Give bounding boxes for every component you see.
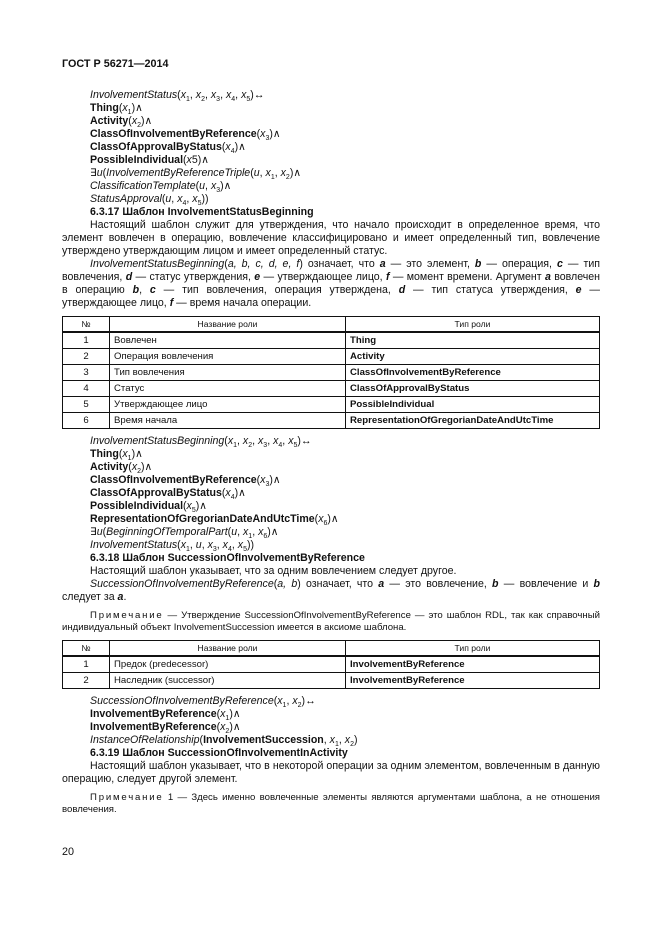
table-cell: InvolvementByReference (346, 673, 600, 689)
table-header-row (63, 641, 600, 657)
table-row (63, 349, 600, 365)
section-title: 6.3.18 Шаблон SuccessionOfInvolvementByReference (90, 552, 365, 564)
formula-line: $Thing(x_1)\wedge$ (90, 102, 143, 117)
formula-line: $InvolvementByReference(x_2)\wedge$ (90, 721, 241, 736)
formula-line: $InvolvementStatus(x_1$, $x_2$, $x_3$, $x_4$, $x_5)\leftrightarrow$ (90, 89, 265, 104)
table-header: № (63, 641, 110, 657)
table-cell: Время начала (110, 413, 346, 429)
formula-line: $Thing(x_1)\wedge$ (90, 448, 143, 463)
document-page (62, 58, 600, 816)
table-cell: 2 (63, 673, 110, 689)
table-cell: 6 (63, 413, 110, 429)
table-cell: Операция вовлечения (110, 349, 346, 365)
section-title: 6.3.19 Шаблон SuccessionOfInvolvementInActivity (90, 747, 348, 759)
table-header-row (63, 317, 600, 333)
formula-line: PossibleIndividual(x5)∧ (90, 154, 210, 166)
table-cell: 2 (63, 349, 110, 365)
formula-line: $Activity(x_2)\wedge$ (90, 115, 153, 130)
paragraph: Настоящий шаблон указывает, что за одним вовлечением следует другое. (90, 565, 457, 577)
formula-line: $RepresentationOfGregorianDateAndUtcTime(x_6)\wedge$ (90, 513, 339, 528)
table-cell: InvolvementByReference (346, 656, 600, 673)
table-cell: Thing (346, 332, 600, 349)
table-cell: Вовлечен (110, 332, 346, 349)
formula-line: $InvolvementByReference(x_1)\wedge$ (90, 708, 241, 723)
table-header: Тип роли (346, 317, 600, 333)
table-cell: 5 (63, 397, 110, 413)
paragraph: Настоящий шаблон указывает, что в некоторой операции за одним элементом, вовлеченным в данную операцию, следует другой элемент. (62, 760, 600, 785)
formula-line: $Activity(x_2)\wedge$ (90, 461, 153, 476)
table-cell: 1 (63, 332, 110, 349)
note: Примечание 1 — Здесь именно вовлеченные элементы являются аргументами шаблона, а не отношения вовлечения. (62, 792, 600, 815)
roles-table (62, 640, 600, 689)
formula-line: $PossibleIndividual(x_5)\wedge$ (90, 500, 208, 515)
paragraph: SuccessionOfInvolvementByReference(a, b) означает, что a — это вовлечение, b — вовлечение и b следует за a. (62, 578, 601, 603)
formula-line: ∃u(InvolvementByReferenceTriple(u, $x_1$, $x_2)\wedge$ (90, 167, 302, 182)
table-row (63, 332, 600, 349)
table-row (63, 365, 600, 381)
roles-table (62, 316, 600, 429)
table-cell: Тип вовлечения (110, 365, 346, 381)
formula-line: $ClassOfInvolvementByReference(x_3)\wedge$ (90, 474, 281, 489)
table-cell: 4 (63, 381, 110, 397)
table-row (63, 413, 600, 429)
table-cell: 3 (63, 365, 110, 381)
document-header: ГОСТ Р 56271—2014 (62, 58, 169, 70)
formula-line: StatusApproval(u, $x_4$, $x_5$)) (90, 193, 209, 208)
formula-line: ClassificationTemplate(u, $x_3)\wedge$ (90, 180, 232, 195)
table-header: Тип роли (346, 641, 600, 657)
table-row (63, 673, 600, 689)
table-cell: ClassOfApprovalByStatus (346, 381, 600, 397)
table-header: Название роли (110, 641, 346, 657)
paragraph: Настоящий шаблон служит для утверждения, что начало происходит в определенное время, что элемент вовлечен в операцию, вовлечение классифицировано и имеет определенный тип, вовлечение утверждено утверждающим лицом и имеет определенный статус. (62, 219, 600, 257)
table-row (63, 381, 600, 397)
page-number: 20 (62, 846, 75, 858)
table-row (63, 397, 600, 413)
table-cell: RepresentationOfGregorianDateAndUtcTime (346, 413, 600, 429)
formula-line: $SuccessionOfInvolvementByReference(x_1$, $x_2)\leftrightarrow$ (90, 695, 316, 710)
formula-line: $InvolvementStatusBeginning(x_1$, $x_2$, $x_3$, $x_4$, $x_5)\leftrightarrow$ (90, 435, 312, 450)
table-header: № (63, 317, 110, 333)
table-cell: ClassOfInvolvementByReference (346, 365, 600, 381)
formula-line: $InvolvementStatus(x_1$, u, $x_3$, $x_4$, $x_5$)) (90, 539, 255, 554)
table-cell: Наследник (successor) (110, 673, 346, 689)
table-row (63, 656, 600, 673)
table-cell: Утверждающее лицо (110, 397, 346, 413)
table-cell: Activity (346, 349, 600, 365)
table-cell: 1 (63, 656, 110, 673)
section-title: 6.3.17 Шаблон InvolvementStatusBeginning (90, 206, 314, 218)
table-cell: Статус (110, 381, 346, 397)
formula-line: ∃u(BeginningOfTemporalPart(u, $x_1$, $x_6)\wedge$ (90, 526, 279, 541)
formula-line: $ClassOfInvolvementByReference(x_3)\wedge$ (90, 128, 281, 143)
paragraph: InvolvementStatusBeginning(a, b, c, d, e, f) означает, что a — это элемент, b — операция, c — тип вовлечения, d — статус утверждения, e — утверждающее лицо, f — момент времени. Аргумент a вовлечен в операцию b, c — тип вовлечения, операция утверждена, d — тип статуса утверждения, e — утверждающее лицо, f — время начала операции. (62, 258, 601, 309)
formula-line: InstanceOfRelationship(InvolvementSuccession, $x_1$, $x_2$) (90, 734, 358, 749)
table-cell: Предок (predecessor) (110, 656, 346, 673)
table-cell: PossibleIndividual (346, 397, 600, 413)
formula-line: $ClassOfApprovalByStatus(x_4)\wedge$ (90, 141, 246, 156)
formula-line: $ClassOfApprovalByStatus(x_4)\wedge$ (90, 487, 246, 502)
note: Примечание — Утверждение SuccessionOfInvolvementByReference — это шаблон RDL, так как справочный индивидуальный объект InvolvementSuccession имеется в аксиоме шаблона. (62, 610, 600, 633)
table-header: Название роли (110, 317, 346, 333)
